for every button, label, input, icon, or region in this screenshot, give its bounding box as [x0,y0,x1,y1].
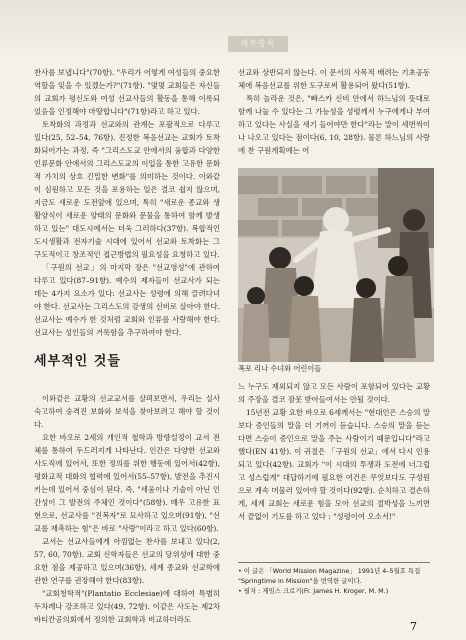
left-column-block-1 [34,66,220,339]
header-section-tab [228,36,288,52]
paragraph: 선교와 상반되지 않는다. 이 문서의 사목적 배려는 기초공동체에 복음선교를 위한 도구로써 활용되어 왔다(51항). [238,68,430,90]
paragraph: 15년전 교황 요한 바오로 6세께서는 "현대인은 스승의 말보다 증인들의 말을 더 기꺼이 듣습니다. 스승의 말을 듣는다면 스승이 증인으로 말을 주는 사람이기 때문입니다"라고 했다(EN 41항). 이 귀절은 「구원의 선교」에서 다시 인용되고 있다(42항). 교회가 "이 시대의 투쟁과 도전에 너그럽고 성스럽게" 대답하기에 필요한 여건은 무엇보다도 구성원으로 계속 머물러 있어야 할 것이다(92항). 순치하고 결손하게, 세계 교회는 새로운 힘을 모아 선교의 절박성을 느끼면서 끝없이 기도를 하고 있다 : "성령이여 오소서!" [238,408,430,521]
footnote-author: • 필자 : 제임스 크로거(Fr. James H. Kroger, M. M.) [238,587,389,595]
left-column-block-2 [34,392,220,626]
footnote-divider [238,562,430,563]
paragraph: 「구원의 선교」의 마지막 장은 "선교영성"에 관하여 다루고 있다(87–91항). 예수의 제자들이 선교사가 되는 데는 4가지 요소가 있다: 선교사는 성령에 의해 끌려다녀야 한다. 선교사는 그리스도의 강생의 신비로 살아야 한다. 선교사는 예수가 한 것처럼 교회와 인류를 사랑해야 한다. 선교사는 성인들의 거룩함을 추구하여야 한다. [34,263,220,337]
section-heading: 세부적인 것들 [34,354,121,369]
photo-nun-with-children [238,168,434,362]
right-column-block-2 [238,380,430,523]
paragraph: 토착화의 과정과 선교와의 관계는 포괄적으로 다루고 있다(25, 52–54, 76항). 진정한 복음선교는 교회가 토착화되어가는 과정, 즉 "그리스도교 안에서의 융합과 다양한 인류문화 안에서의 그리스도교의 이입을 통한 고유한 문화적 가치의 상호 긴밀한 변화"를 의미하는 것이다. 이와같이 심원하고 모든 것을 포용하는 일은 결코 쉽지 않으며, 지금도 새로운 도전앞에 있으며, 특히 "새로운 종교와 생활양식이 새로운 양태의 문화와 문물을 통하여 함께 발생하고 있는" 대도시에서는 더욱 그러하다(37항). 복합적인 도시생활과 전자기술 시대에 있어서 선교와 토착화는 그 구도적이고 창조적인 접근방법의 필요성을 요청하고 있다. [34,120,220,259]
paragraph: 특히 놀라운 것은, "빠스카 신비 안에서 하느님의 뜻대로 함께 나눌 수 있다는 그 가능성을 성령께서 누구에게나 부여하고 있다는 사실을 새기 들어야만 한다"라는 말이 세번씩이나 나오고 있다는 점이다(6, 10, 28항). 물론 하느님의 사랑에 찬 구원계획에는 어 [238,94,430,155]
paragraph: 요한 바오로 2세의 개인적 철학과 방향설정이 교서 전체를 통하여 두드러지게 나타난다. 인간은 다양한 선교와 사도직에 있어서, 또한 정의를 위한 행동에 있어서(42항), 평화교적 대화의 협력에 있어서(55–57항), 발전을 추진시키는데 있어서 중심이 된다. 즉, "세움이나 기술이 아닌 인간성이 그 발전의 주체인 것이다"(58항). 매우 고유한 표현으로, 선교사를 "진복자"로 묘사하고 있으며(91항), "선교를 재촉하는 힘"은 바로 "사랑"이라고 하고 있다(60항). [34,433,220,533]
footnotes [238,566,430,596]
paragraph: 이와같은 교황의 선교교서를 살펴보면서, 우리는 실사숙고하여 숭격진 보화와 보석을 찾아보려고 해야 할 것이다. [34,394,220,429]
photo-caption: 폭포 리나 수녀와 어린이들 [238,364,322,373]
paragraph: 느 누구도 제외되지 않고 모든 사람이 포함되어 있다는 교황의 주장을 결코 잠못 받아들여서는 안될 것이다. [238,382,430,404]
paragraph: "교회청학적"(Plantatio Ecclesiae)에 대하여 특별히 두차례나 강조하고 있다(49, 72항). 이같은 사도는 제2차 바티칸공의회에서 정의한 교회학과 비교하더라도 [34,589,220,624]
header-tab-label: 세부항목 [240,39,276,48]
right-column-block-1 [238,66,430,157]
page-number: 7 [410,620,417,633]
footnote-source: • 이 글은 「World Mission Magazine」 1991년 4–5월호 특집 "Springtime in Mission"을 번역한 글이다. [238,567,421,585]
header-banner [0,0,466,58]
paragraph: 교서는 선교사들에게 아낌없는 찬사를 보내고 있다(2, 57, 60, 70항). 교회 신학자들은 선교의 당위성에 대한 중요한 점을 제공하고 있으며(36항), 세계 종교와 선교학에 관한 연구를 권장해야 한다(83항). [34,537,220,585]
paragraph: 찬사를 보냅니다"(70항). "우리가 어떻게 여성들의 중요한 역할을 잊을 수 있겠는가?"(71항). "몇몇 교회들은 자신들의 교회가 평신도와 여성 선교사들의 활동을 통해 이룩되었음을 인정해야 마땅합니다"(71항)라고 하고 있다. [34,68,220,116]
